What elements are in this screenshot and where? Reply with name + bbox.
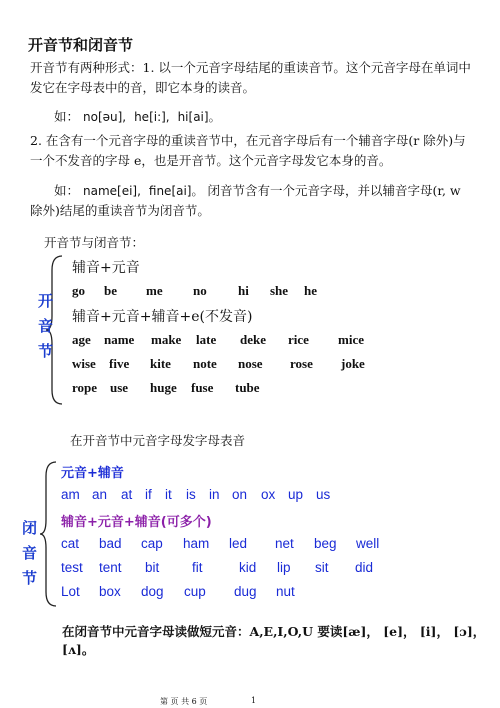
word: late [196,332,217,347]
closed-brace [38,460,60,608]
word: cat [61,536,80,551]
word: sit [315,560,329,575]
example-item: no[əu], [83,110,127,124]
word: mice [338,332,364,347]
closed-words-row-1 [61,487,330,502]
example-line-2 [30,181,474,221]
word: nut [276,584,295,599]
word: bit [145,560,160,575]
word: if [145,487,152,502]
paragraph-1: 开音节有两种形式：1. 以一个元音字母结尾的重读音节。这个元音字母在单词中发它在字母表中的音，即它本身的读音。 [30,60,471,95]
word: nose [238,356,263,371]
word: bad [99,536,122,551]
word: us [316,487,331,502]
word: fit [192,560,203,575]
word: kid [239,560,257,575]
word: note [193,356,217,371]
example-item: hi[ai]。 [177,110,221,124]
word: box [99,584,121,599]
word: ham [183,536,210,551]
open-side-char: 音 [38,317,54,335]
word: name [104,332,135,347]
open-pattern-1: 辅音+元音 [72,260,140,276]
open-words-row-2 [72,332,364,348]
open-words-row-1 [72,283,317,299]
example-prefix: 如： [54,109,80,124]
word: no [193,283,207,298]
open-note: 在开音节中元音字母发字母表音 [70,433,246,448]
word: go [72,283,85,298]
word: cap [141,536,163,551]
word: in [209,487,220,502]
example-item: fine[ai]。 [148,184,204,198]
closed-words-row-3 [61,560,373,575]
word: she [270,283,289,298]
word: am [61,487,80,502]
word: well [356,536,380,551]
open-words-row-3 [72,356,365,372]
closed-words-row-4 [61,584,295,599]
closed-pattern-2: 辅音+元音+辅音(可多个) [61,515,212,530]
word: on [232,487,248,502]
closed-side-char: 闭 [22,519,38,537]
closed-note: 在闭音节中元音字母读做短元音：A,E,I,O,U 要读[æ]， [e]， [i]， [ɔ]， [ʌ]。 [62,624,486,657]
word: be [104,283,117,298]
word: an [92,487,108,502]
word: net [275,536,294,551]
word: age [72,332,91,347]
word: he [304,283,317,298]
word: led [229,536,248,551]
word: test [61,560,83,575]
open-side-char: 节 [38,342,54,360]
section-subtitle: 开音节与闭音节： [44,235,145,250]
word: ox [261,487,276,502]
open-side-char: 开 [38,292,54,310]
word: Lot [61,584,80,599]
closed-side-char: 节 [22,569,38,587]
closed-pattern-1: 元音+辅音 [61,466,124,481]
word: dug [234,584,257,599]
word: is [186,487,196,502]
word: cup [184,584,206,599]
word: at [121,487,133,502]
word: use [110,380,129,395]
example-prefix: 如： [54,183,80,198]
word: rose [290,356,313,371]
word: beg [314,536,337,551]
word: make [151,332,182,347]
word: five [109,356,130,371]
closed-definition: 闭音节含有一个元音字母，并以辅音字母(r, w 除外)结尾的重读音节为闭音节。 [30,183,461,218]
word: rope [72,380,98,395]
word: lip [277,560,291,575]
open-pattern-2: 辅音+元音+辅音+e(不发音) [72,309,253,325]
word: kite [150,356,171,371]
open-words-row-4 [72,380,260,396]
word: up [288,487,304,502]
word: deke [240,332,266,347]
closed-side-char: 音 [22,544,38,562]
word: tube [235,380,260,395]
word: did [355,560,374,575]
page-number: 1 [251,696,257,705]
word: tent [99,560,122,575]
word: huge [150,380,177,395]
example-item: he[i:], [134,110,170,124]
word: rice [288,332,309,347]
word: hi [238,283,249,298]
word: me [146,283,163,298]
example-line-1 [54,107,221,125]
example-item: name[ei], [83,184,141,198]
word: wise [72,356,96,371]
closed-words-row-2 [61,536,379,551]
word: it [165,487,172,502]
word: dog [141,584,164,599]
page-title: 开音节和闭音节 [28,36,134,54]
paragraph-2: 2. 在含有一个元音字母的重读音节中，在元音字母后有一个辅音字母(r 除外)与一个不发音的字母 e，也是开音节。这个元音字母发它本身的音。 [30,133,466,168]
word: fuse [191,380,214,395]
footer-text: 第 页 共 6 页 [160,697,208,706]
word: joke [341,356,365,371]
